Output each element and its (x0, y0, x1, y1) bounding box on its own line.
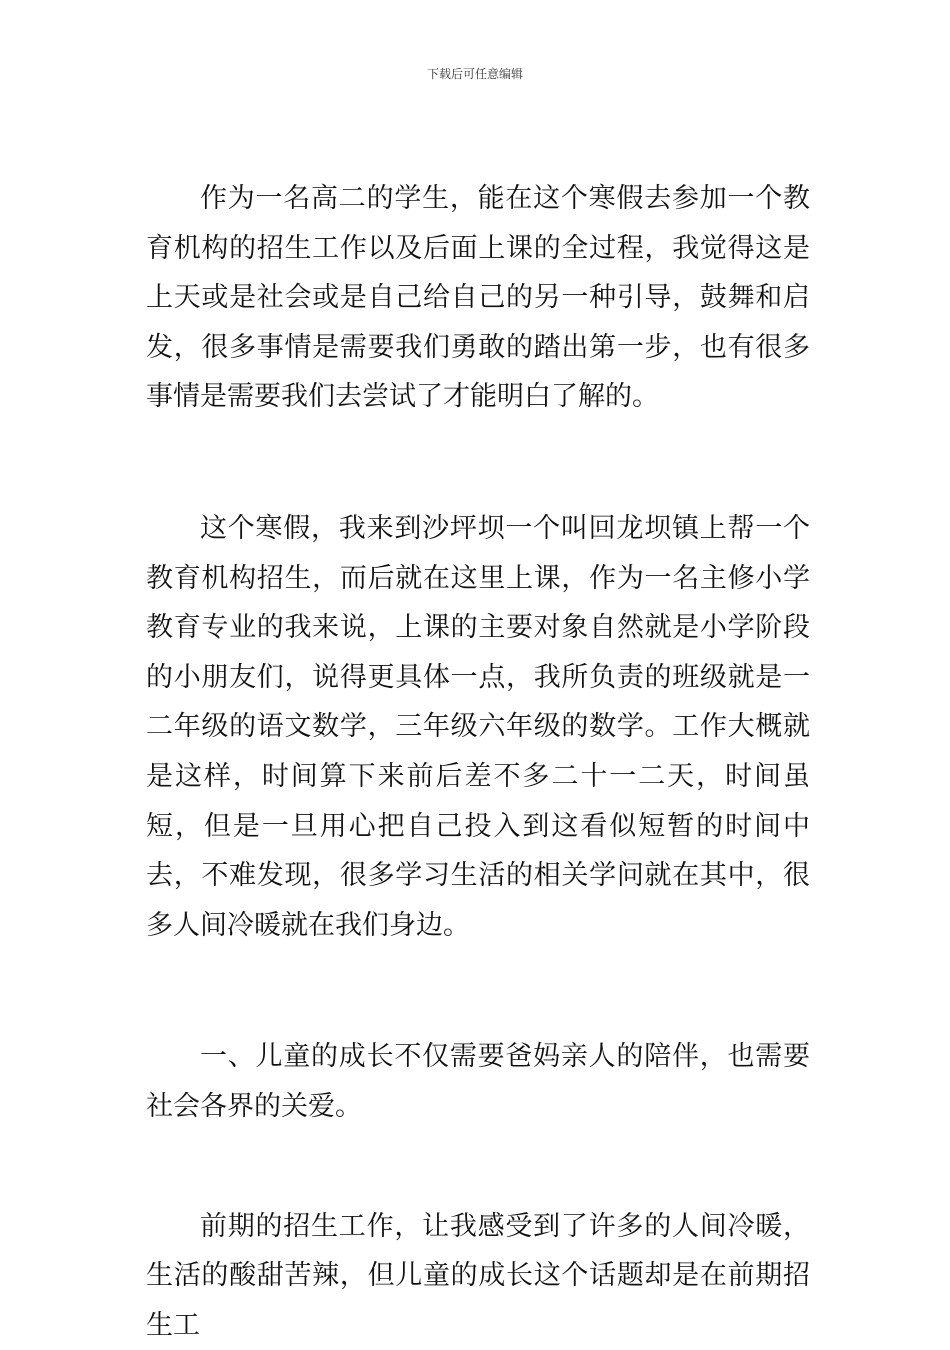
paragraph-intro: 作为一名高二的学生，能在这个寒假去参加一个教育机构的招生工作以及后面上课的全过程，我觉得这是上天或是社会或是自己给自己的另一种引导，鼓舞和启发，很多事情是需要我们勇敢的踏出第一步，也有很多事情是需要我们去尝试了才能明白了解的。 (146, 174, 810, 422)
document-body (146, 174, 810, 1350)
paragraph-recruitment: 前期的招生工作，让我感受到了许多的人间冷暖，生活的酸甜苦辣，但儿童的成长这个话题却是在前期招生工 (146, 1202, 810, 1350)
section-heading-1: 一、儿童的成长不仅需要爸妈亲人的陪伴，也需要社会各界的关爱。 (146, 1032, 810, 1131)
page-header: 下载后可任意编辑 (0, 66, 950, 82)
paragraph-winter-work: 这个寒假，我来到沙坪坝一个叫回龙坝镇上帮一个教育机构招生，而后就在这里上课，作为一名主修小学教育专业的我来说，上课的主要对象自然就是小学阶段的小朋友们，说得更具体一点，我所负责的班级就是一二年级的语文数学，三年级六年级的数学。工作大概就是这样，时间算下来前后差不多二十一二天，时间虽短，但是一旦用心把自己投入到这看似短暂的时间中去，不难发现，很多学习生活的相关学问就在其中，很多人间冷暖就在我们身边。 (146, 504, 810, 950)
